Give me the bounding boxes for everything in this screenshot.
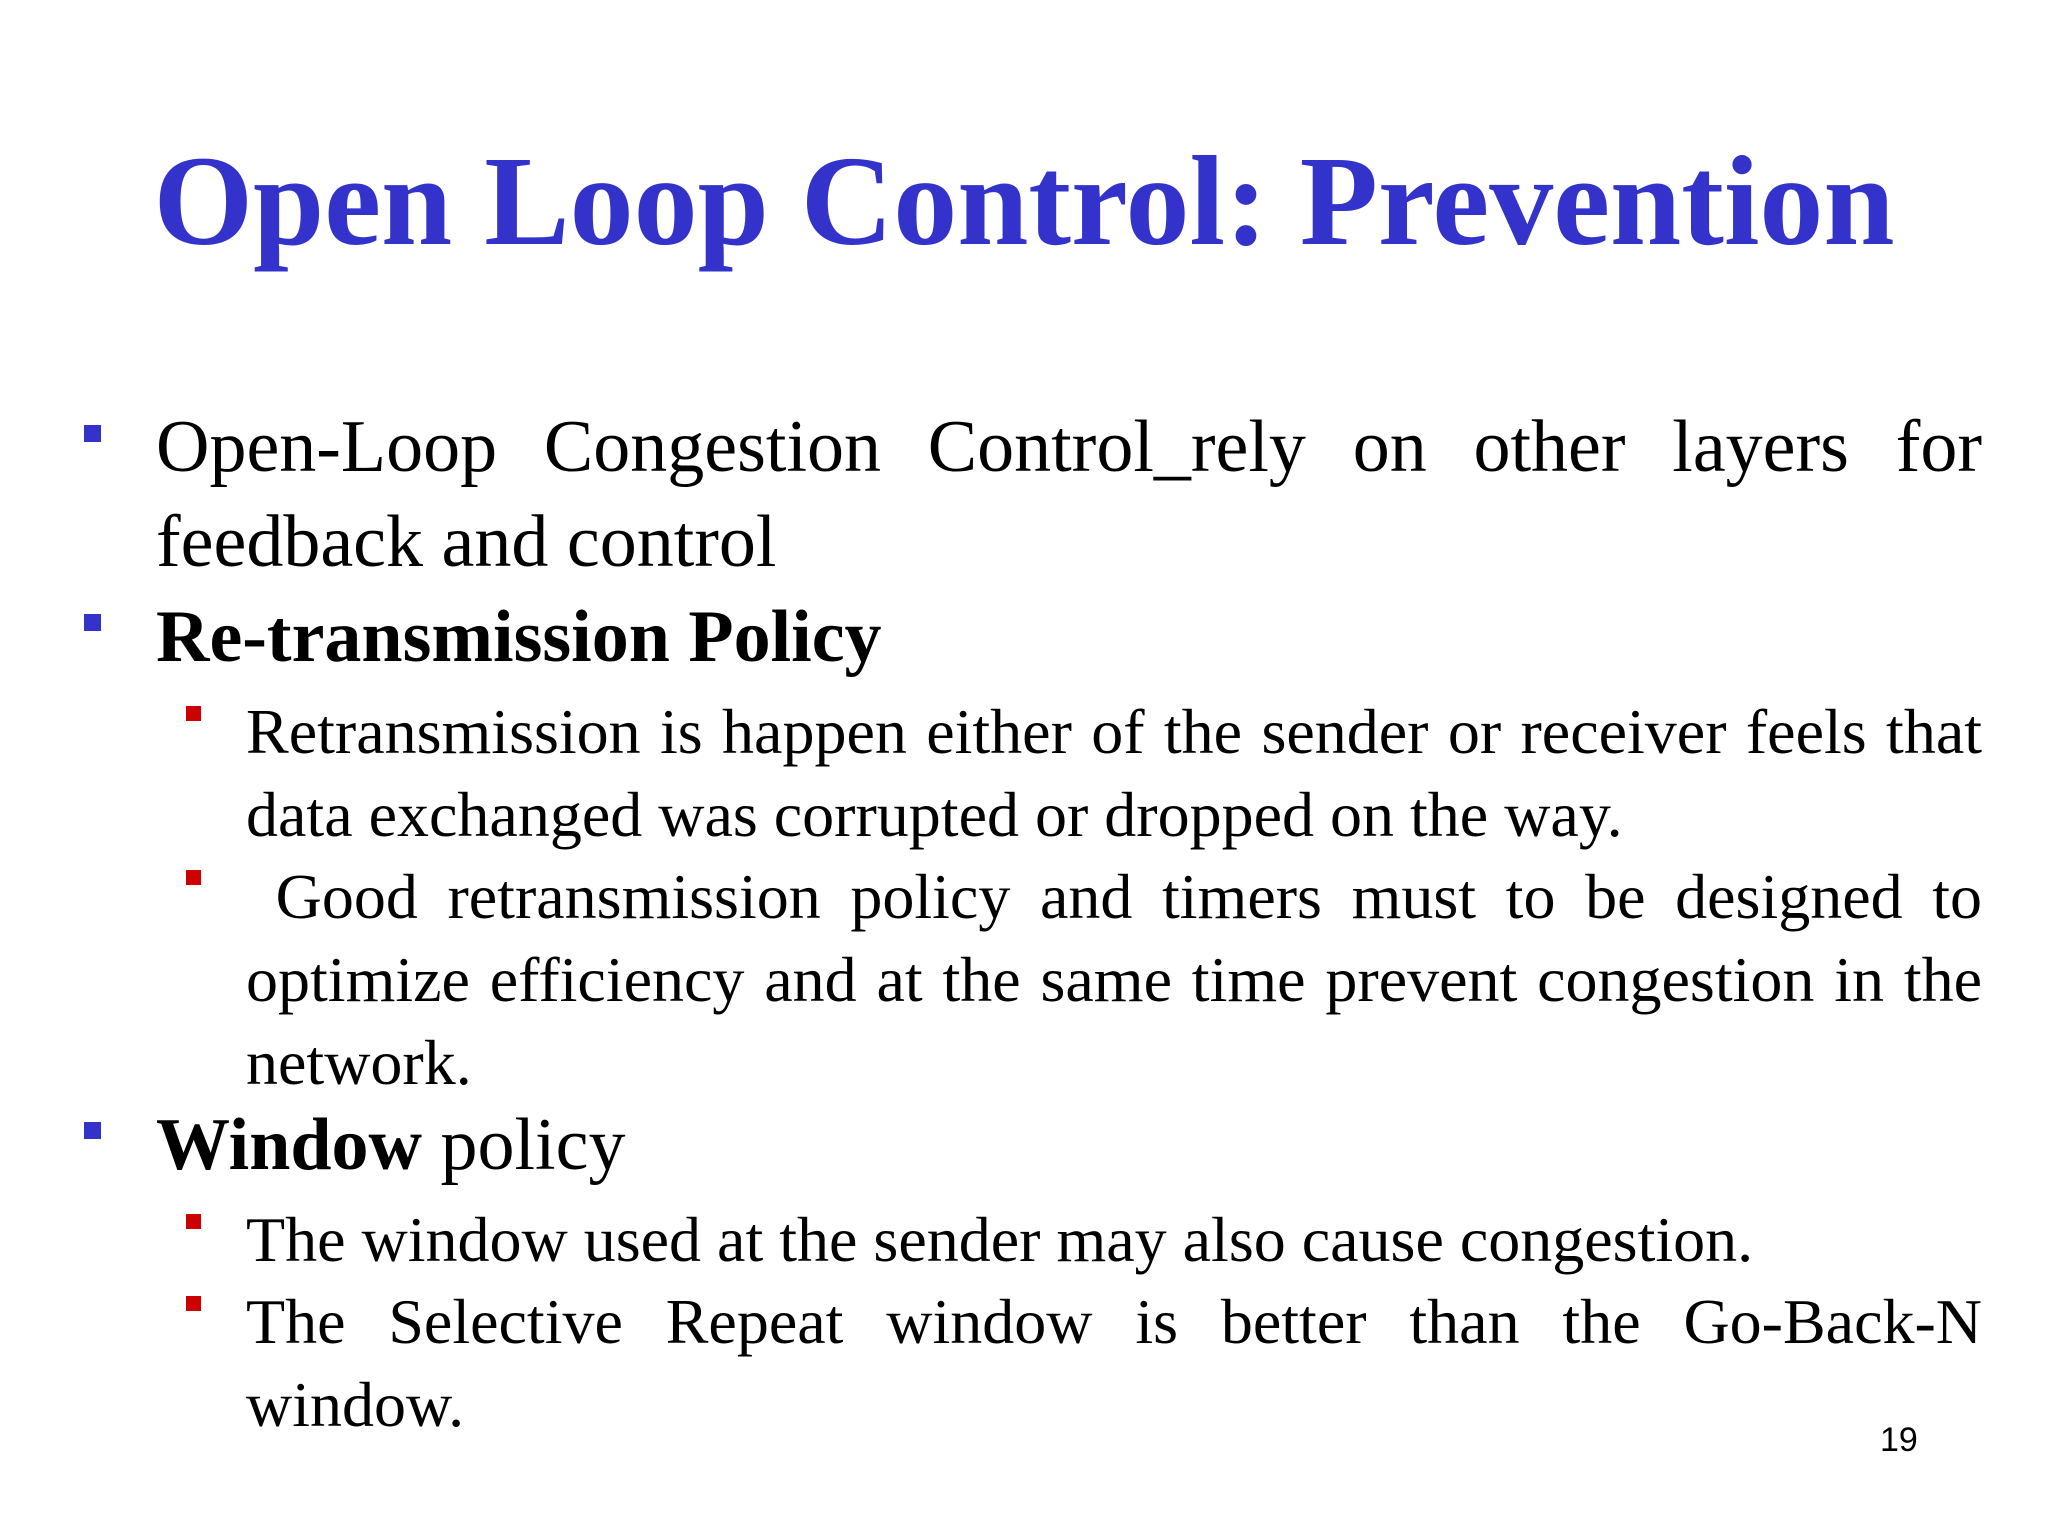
square-bullet-icon <box>84 425 101 442</box>
bullet-heading <box>156 1098 1982 1193</box>
sub-bullet-text: The window used at the sender may also cause congestion. <box>246 1204 1754 1275</box>
bullet-text: Open-Loop Congestion Control_rely on other layers for feedback and control <box>156 406 1982 583</box>
square-bullet-icon <box>84 614 101 631</box>
bullet-heading: Re-transmission Policy <box>156 596 882 678</box>
square-bullet-icon <box>186 706 201 721</box>
square-bullet-icon <box>84 1122 101 1139</box>
sub-bullet-text: Retransmission is happen either of the sender or receiver feels that data exchanged was corrupted or dropped on the way. <box>246 696 1982 850</box>
square-bullet-icon <box>186 870 201 885</box>
square-bullet-icon <box>186 1214 201 1229</box>
sub-bullet-text: Good retransmission policy and timers must to be designed to optimize efficiency and at the same time prevent congestion in the network. <box>246 861 1999 1098</box>
bullet-bold-word: Window <box>156 1104 422 1186</box>
page-number: 19 <box>1880 1421 1918 1459</box>
sub-bullet-text: The Selective Repeat window is better than the Go-Back-N window. <box>246 1286 1982 1440</box>
bullet-rest: policy <box>421 1104 626 1186</box>
square-bullet-icon <box>186 1296 201 1311</box>
slide-title: Open Loop Control: Prevention <box>153 130 1895 272</box>
